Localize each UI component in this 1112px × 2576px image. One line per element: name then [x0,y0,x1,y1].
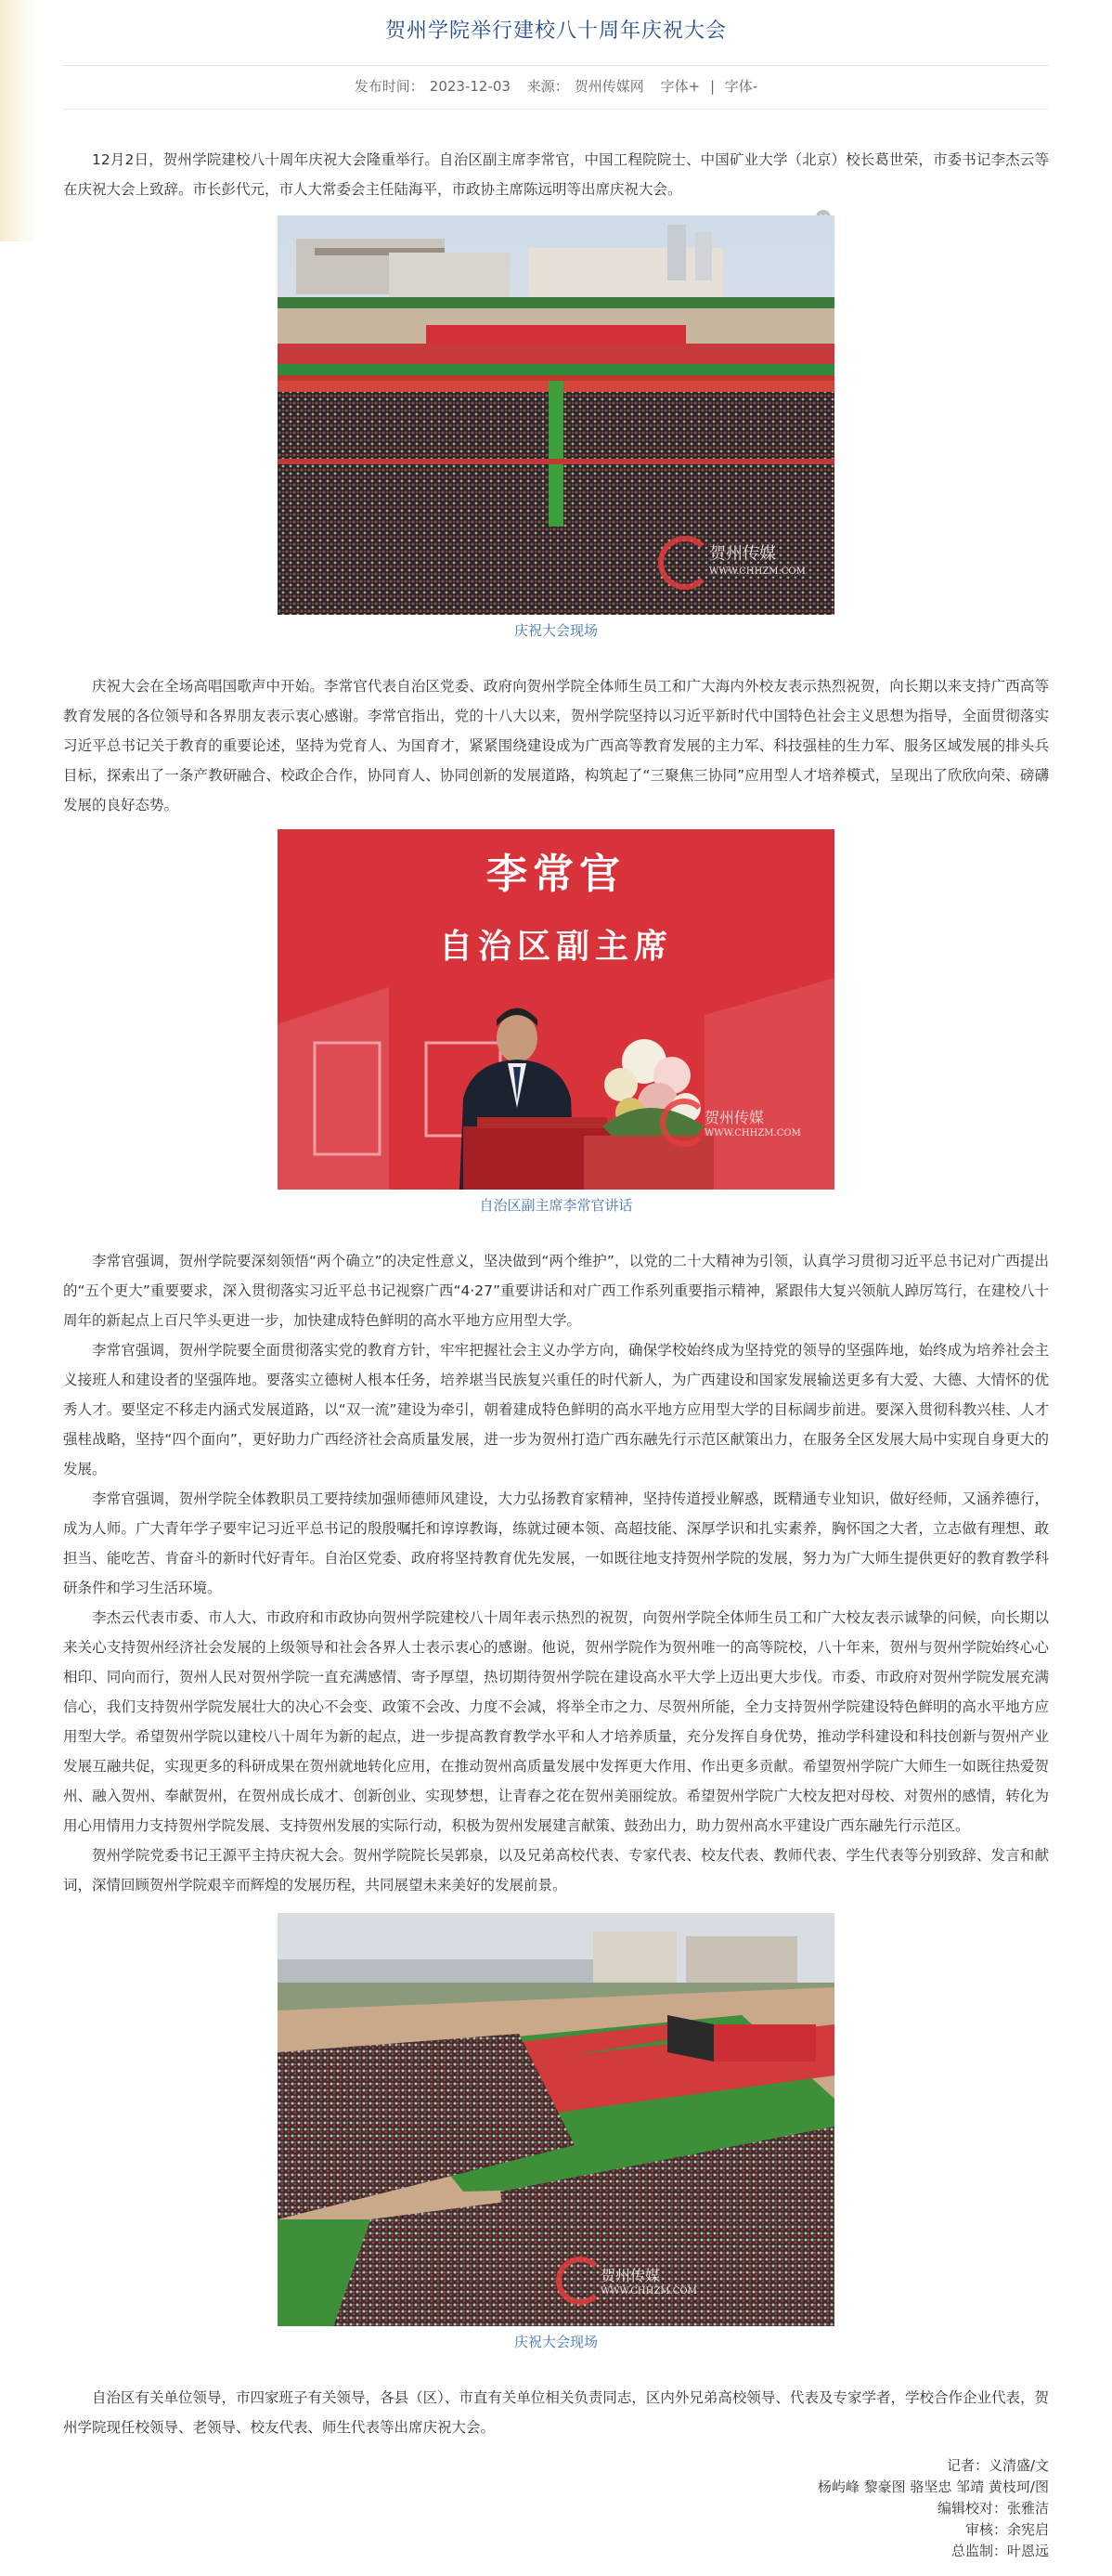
celebration-scene-2 [278,1913,834,2326]
paragraph-1: 12月2日，贺州学院建校八十周年庆祝大会隆重举行。自治区副主席李常官，中国工程院院士、中国矿业大学（北京）校长葛世荣，市委书记李杰云等在庆祝大会上致辞。市长彭代元，市人大常委会主任陆海平，市政协主席陈远明等出席庆祝大会。 [63,151,1049,198]
paragraph-2: 庆祝大会在全场高唱国歌声中开始。李常官代表自治区党委、政府向贺州学院全体师生员工和广大海内外校友表示热烈祝贺，向长期以来支持广西高等教育发展的各位领导和各界朋友表示衷心感谢。李常官指出，党的十八大以来，贺州学院坚持以习近平新时代中国特色社会主义思想为指导，全面贯彻落实习近平总书记关于教育的重要论述，坚持为党育人、为国育才，紧紧围绕建设成为广西高等教育发展的主力军、科技强桂的生力军、服务区域发展的排头兵目标，探索出了一条产教研融合、校政企合作，协同育人、协同创新的发展道路，构筑起了“三聚焦三协同”应用型人才培养模式，呈现出了欣欣向荣、磅礴发展的良好态势。 [63,678,1049,813]
stage-name: 李常官 [486,851,626,898]
article-title: 贺州学院举行建校八十周年庆祝大会 [384,20,727,43]
article-meta [63,66,1049,111]
celebration-photo-2 [278,1913,834,2326]
watermark-logo [556,2257,604,2305]
credits-block [63,2455,1049,2576]
watermark-logo [660,1099,708,1147]
watermark-text: 贺州传媒 [705,1109,765,1126]
meta-divider: | [709,78,715,95]
meta-divider-line [63,109,1049,110]
watermark-url: WWW.CHHZM.COM [709,566,806,577]
paragraph-8: 自治区有关单位领导，市四家班子有关领导，各县（区）、市直有关单位相关负责同志，区内外兄弟高校领导、代表及专家学者，学校合作企业代表，贺州学院现任校领导、老领导、校友代表、师生代表等出席庆祝大会。 [63,2389,1049,2436]
speaker-photo [278,829,834,1190]
source-label: 来源： [526,78,569,95]
credit-reporter: 记者：义清盛/文 [946,2457,1049,2474]
paragraph-7: 贺州学院党委书记王源平主持庆祝大会。贺州学院院长吴郭泉，以及兄弟高校代表、专家代表、校友代表、教师代表、学生代表等分别致辞、发言和献词，深情回顾贺州学院艰辛而辉煌的发展历程，共同展望未来美好的发展前景。 [63,1847,1049,1893]
credit-supervisor: 总监制：叶恩远 [950,2543,1049,2559]
celebration-photo-1 [278,215,834,615]
credit-editor: 编辑校对：张雅洁 [937,2500,1049,2517]
article [63,0,1049,2576]
paragraph-5: 李常官强调，贺州学院全体教职员工要持续加强师德师风建设，大力弘扬教育家精神，坚持传道授业解惑，既精通专业知识，做好经师，又涵养德行，成为人师。广大青年学子要牢记习近平总书记的殷殷嘱托和谆谆教诲，练就过硬本领、高超技能、深厚学识和扎实素养，胸怀国之大者，立志做有理想、敢担当、能吃苦、肯奋斗的新时代好青年。自治区党委、政府将坚持教育优先发展，一如既往地支持贺州学院的发展，努力为广大师生提供更好的教育教学科研条件和学习生活环境。 [63,1490,1049,1596]
watermark-url: WWW.CHHZM.COM [705,1128,801,1138]
page-edge-decoration [0,0,37,241]
credit-photographers: 杨屿峰 黎豪图 骆坚忠 邹靖 黄枝珂/图 [817,2478,1049,2495]
paragraph-3: 李常官强调，贺州学院要深刻领悟“两个确立”的决定性意义，坚决做到“两个维护”，以党的二十大精神为引领，认真学习贯彻习近平总书记对广西提出的“五个更大”重要要求，深入贯彻落实习近平总书记视察广西“4·27”重要讲话和对广西工作系列重要指示精神，紧跟伟大复兴领航人踔厉笃行，在建校八十周年的新起点上百尺竿头更进一步，加快建成特色鲜明的高水平地方应用型大学。 [63,1253,1049,1329]
figure-1 [278,215,834,640]
watermark-text: 贺州传媒 [601,2267,661,2284]
paragraph-4: 李常官强调，贺州学院要全面贯彻落实党的教育方针，牢牢把握社会主义办学方向，确保学校始终成为坚持党的领导的坚强阵地，始终成为培养社会主义接班人和建设者的坚强阵地。要落实立德树人根本任务，培养堪当民族复兴重任的时代新人，为广西建设和国家发展输送更多有大爱、大德、大情怀的优秀人才。要坚定不移走内涵式发展道路，以“双一流”建设为牵引，朝着建成特色鲜明的高水平地方应用型大学的目标阔步前进。要深入贯彻科教兴桂、人才强桂战略，坚持“四个面向”，更好助力广西经济社会高质量发展，进一步为贺州打造广西东融先行示范区献策出力，在服务全区发展大局中实现自身更大的发展。 [63,1342,1049,1477]
figure-2 [278,829,834,1215]
credit-reviewer: 审核：余宪启 [964,2521,1049,2538]
font-smaller-button[interactable]: 字体- [724,78,758,95]
publish-date: 2023-12-03 [429,78,511,95]
watermark-url: WWW.CHHZM.COM [601,2286,697,2296]
source-value: 贺州传媒网 [574,78,644,95]
figure-2-caption: 自治区副主席李常官讲话 [479,1197,633,1214]
watermark-text: 贺州传媒 [709,544,776,564]
stage-title: 自治区副主席 [438,928,673,966]
paragraph-6: 李杰云代表市委、市人大、市政府和市政协向贺州学院建校八十周年表示热烈的祝贺，向贺州学院全体师生员工和广大校友表示诚挚的问候，向长期以来关心支持贺州经济社会发展的上级领导和社会各界人士表示衷心的感谢。他说，贺州学院作为贺州唯一的高等院校，八十年来，贺州与贺州学院始终心心相印、同向而行，贺州人民对贺州学院一直充满感情、寄予厚望，热切期待贺州学院在建设高水平大学上迈出更大步伐。市委、市政府对贺州学院发展充满信心，我们支持贺州学院发展壮大的决心不会变、政策不会改、力度不会减，将举全市之力、尽贺州所能，全力支持贺州学院建设特色鲜明的高水平地方应用型大学。希望贺州学院以建校八十周年为新的起点，进一步提高教育教学水平和人才培养质量，充分发挥自身优势，推动学科建设和科技创新与贺州产业发展互融共促，实现更多的科研成果在贺州就地转化应用，在推动贺州高质量发展中发挥更大作用、作出更多贡献。希望贺州学院广大师生一如既往热爱贺州、融入贺州、奉献贺州，在贺州成长成才、创新创业、实现梦想，让青春之花在贺州美丽绽放。希望贺州学院广大校友把对母校、对贺州的感情，转化为用心用情用力支持贺州学院发展、支持贺州发展的实际行动，积极为贺州发展建言献策、鼓劲出力，助力贺州高水平建设广西东融先行示范区。 [63,1609,1049,1834]
figure-3 [278,1913,834,2351]
watermark-logo [658,536,712,590]
credits [818,2455,1049,2562]
publish-label: 发布时间： [354,78,424,95]
figure-1-caption: 庆祝大会现场 [513,622,598,639]
figure-3-caption: 庆祝大会现场 [513,2334,598,2350]
font-larger-button[interactable]: 字体+ [660,78,701,95]
